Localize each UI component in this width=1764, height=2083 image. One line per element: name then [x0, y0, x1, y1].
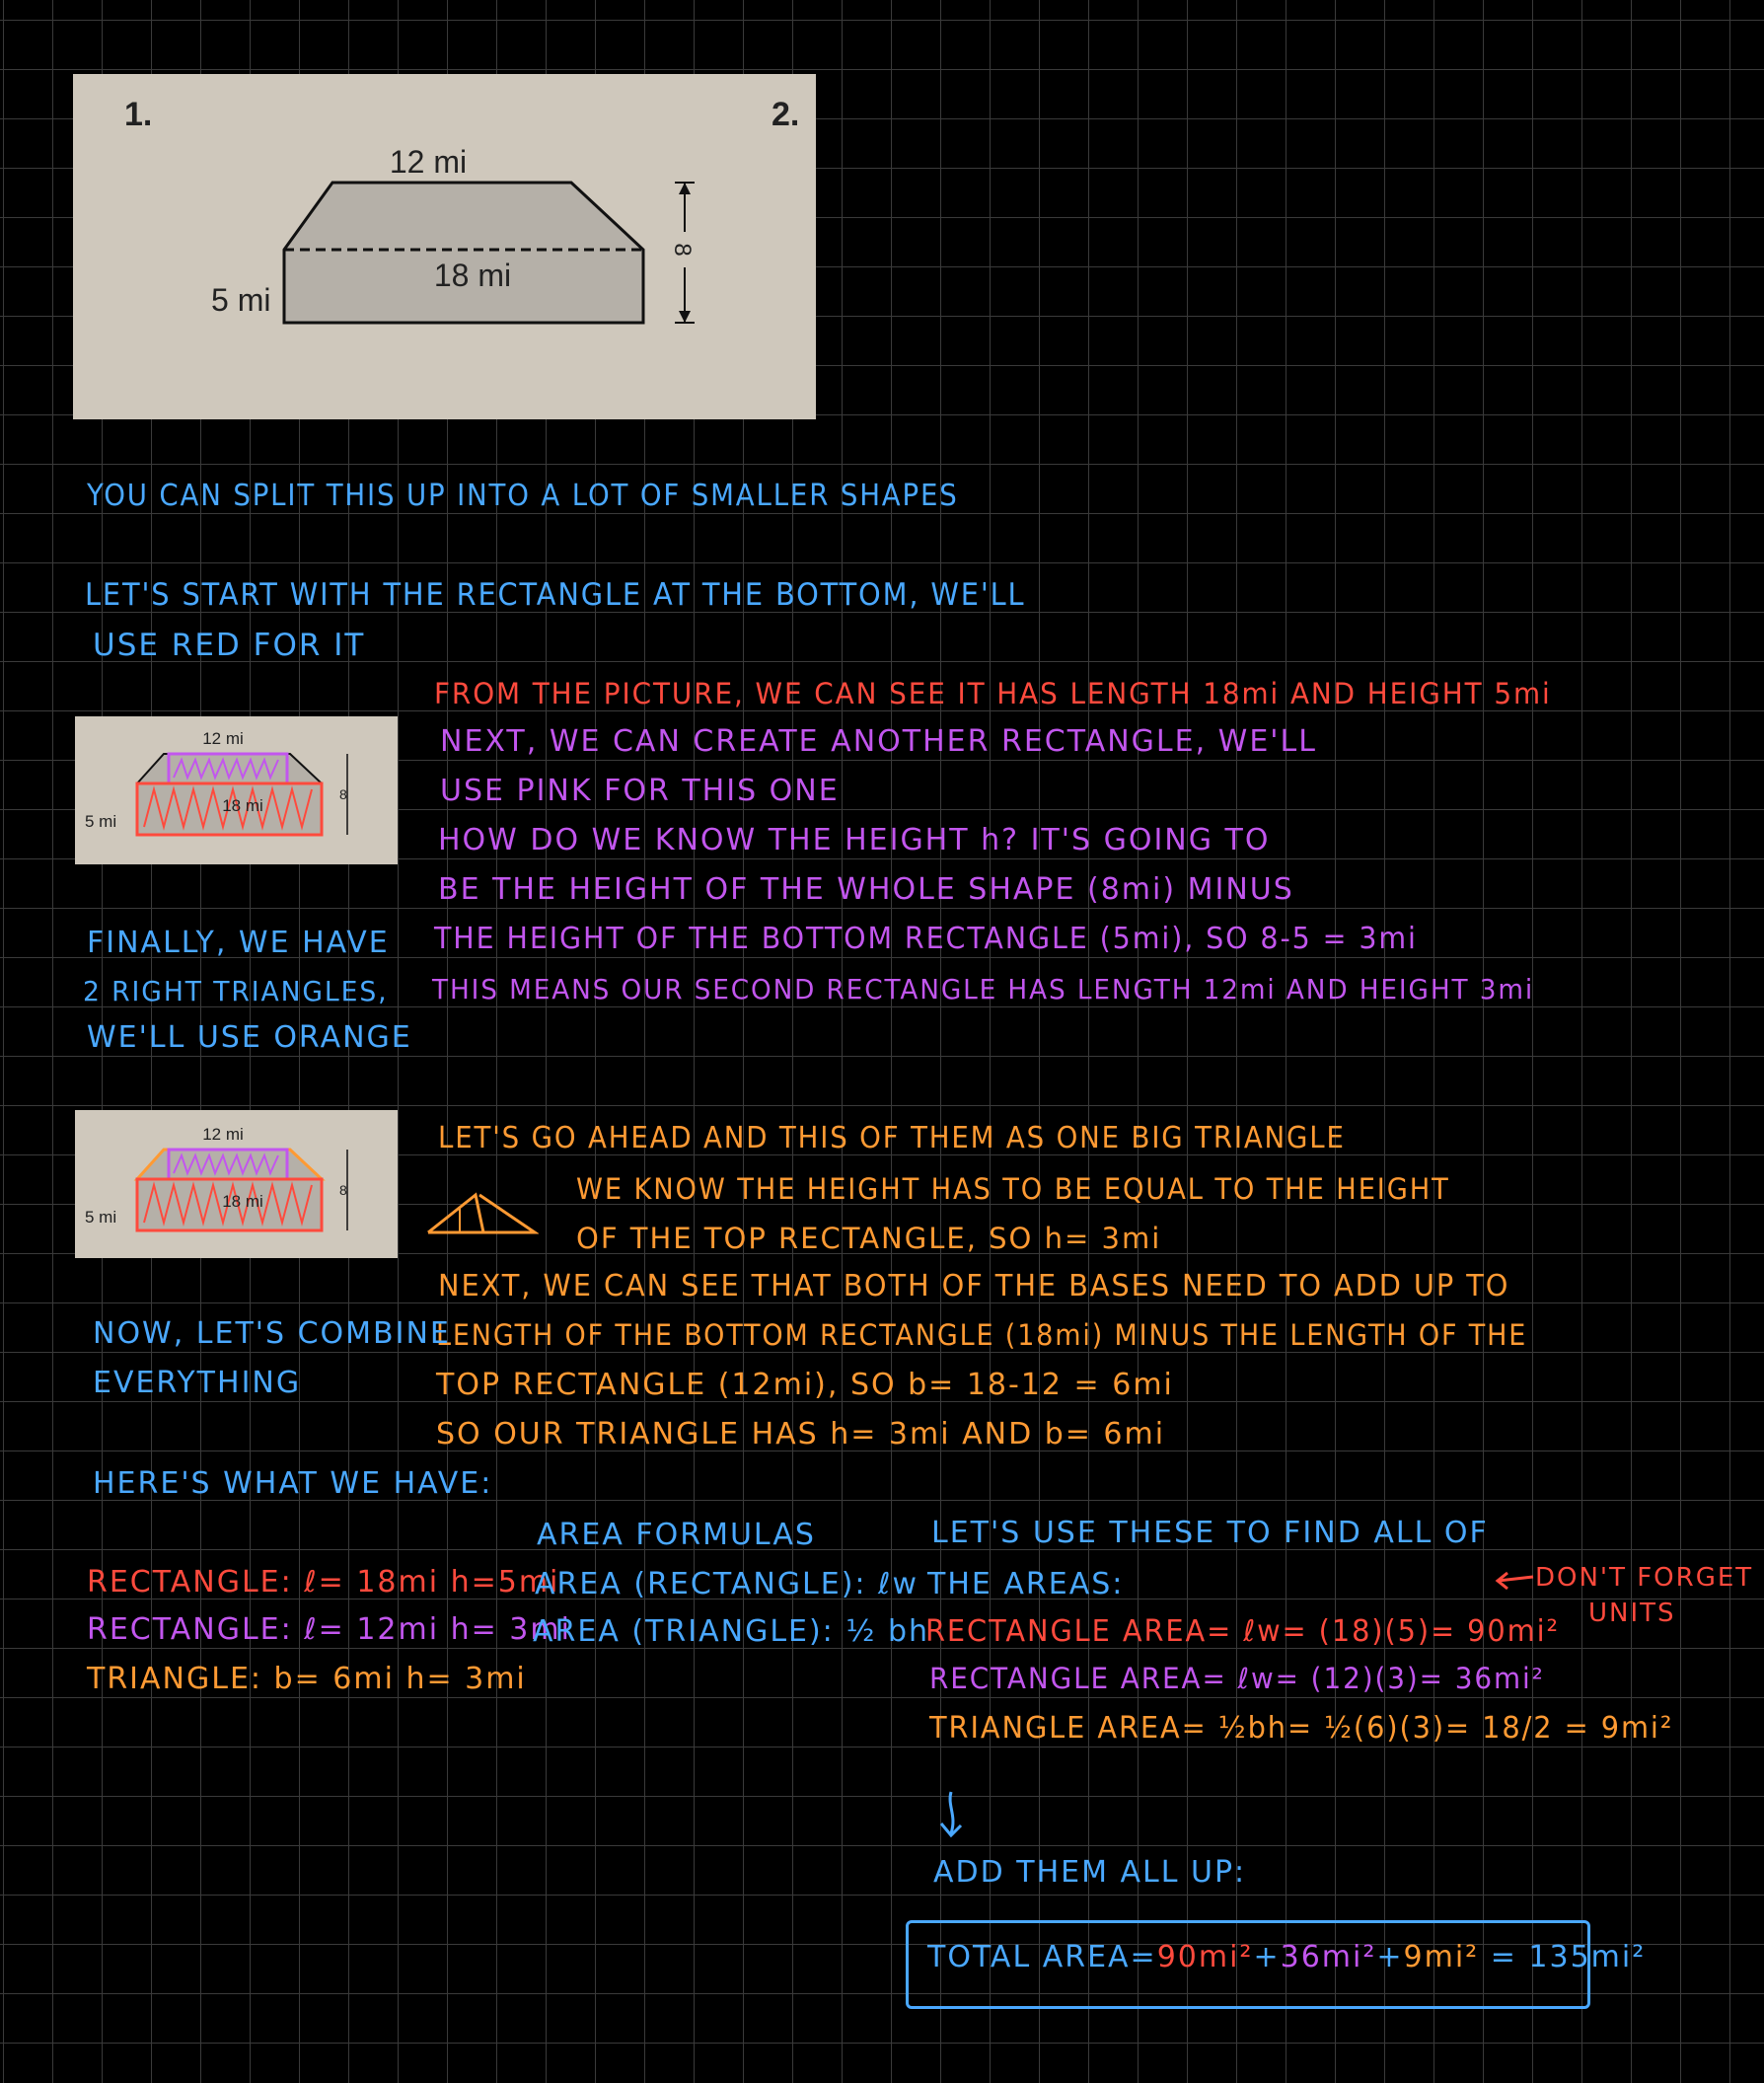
triangle-note-line-6: TOP RECTANGLE (12mi), SO b= 18-12 = 6mi: [436, 1368, 1174, 1402]
formula-rectangle: AREA (RECTANGLE): ℓw: [535, 1567, 919, 1601]
arrow-down-icon: [679, 311, 691, 323]
annotated-photo-2: [75, 1110, 398, 1258]
arrow-up-icon: [679, 183, 691, 194]
start-note-line-2: USE RED FOR IT: [93, 628, 366, 663]
triangle-note-line-2: WE KNOW THE HEIGHT HAS TO BE EQUAL TO THE HEIGHT: [576, 1172, 1450, 1206]
intro-note: YOU CAN SPLIT THIS UP INTO A LOT OF SMALLER SHAPES: [87, 479, 959, 513]
height-label: 8: [669, 243, 696, 257]
have-rectangle-2: RECTANGLE: ℓ= 12mi h= 3mi: [87, 1612, 571, 1647]
formulas-heading: AREA FORMULAS: [537, 1518, 816, 1552]
triangle-note-line-3: OF THE TOP RECTANGLE, SO h= 3mi: [576, 1222, 1162, 1255]
thumb2-bottom-label: 18 mi: [222, 1192, 263, 1211]
have-triangle: TRIANGLE: b= 6mi h= 3mi: [87, 1662, 527, 1696]
area-rectangle-2: RECTANGLE AREA= ℓw= (12)(3)= 36mi²: [929, 1662, 1545, 1695]
total-area-label: TOTAL AREA=: [927, 1940, 1157, 1974]
pink-note-line-3: HOW DO WE KNOW THE HEIGHT h? IT'S GOING TO: [438, 823, 1271, 857]
combine-note-line-1: NOW, LET'S COMBINE: [93, 1316, 451, 1351]
total-result: = 135mi²: [1490, 1940, 1647, 1974]
annotated-photo-1: [75, 716, 398, 864]
have-heading: HERE'S WHAT WE HAVE:: [93, 1466, 493, 1501]
total-plus-1: +: [1253, 1940, 1281, 1974]
area-rectangle-1: RECTANGLE AREA= ℓw= (18)(5)= 90mi²: [925, 1614, 1561, 1649]
thumb2-right-label: 8: [339, 1182, 347, 1198]
triangle-sketch-icon: [424, 1189, 539, 1238]
final-note-line-1: FINALLY, WE HAVE: [87, 926, 390, 960]
thumb1-right-label: 8: [339, 786, 347, 802]
triangle-note-line-1: LET'S GO AHEAD AND THIS OF THEM AS ONE BIG TRIANGLE: [438, 1121, 1346, 1155]
thumb1-bottom-label: 18 mi: [222, 796, 263, 815]
problem-photo: [73, 74, 816, 419]
thumb2-top-label: 12 mi: [202, 1125, 244, 1144]
use-note-line-1: LET'S USE THESE TO FIND ALL OF: [931, 1516, 1489, 1550]
total-term-triangle: 9mi²: [1403, 1940, 1480, 1974]
bottom-length-label: 18 mi: [433, 258, 512, 293]
thumb1-left-label: 5 mi: [85, 812, 117, 831]
triangle-note-line-4: NEXT, WE CAN SEE THAT BOTH OF THE BASES NEED TO ADD UP TO: [438, 1269, 1510, 1303]
area-triangle: TRIANGLE AREA= ½bh= ½(6)(3)= 18/2 = 9mi²: [929, 1711, 1674, 1746]
use-note-line-2: THE AREAS:: [927, 1567, 1125, 1601]
side-height-label: 5 mi: [211, 282, 271, 318]
thumb1-top-label: 12 mi: [202, 729, 244, 748]
total-area-equation: [927, 1940, 1646, 1974]
add-up-note: ADD THEM ALL UP:: [933, 1855, 1247, 1890]
problem-number-1: 1.: [124, 96, 153, 133]
pink-note-line-2: USE PINK FOR THIS ONE: [440, 774, 840, 808]
have-rectangle-1: RECTANGLE: ℓ= 18mi h=5mi: [87, 1565, 560, 1599]
total-plus-2: +: [1376, 1940, 1404, 1974]
start-note-line-1: LET'S START WITH THE RECTANGLE AT THE BOTTOM, WE'LL: [85, 577, 1026, 613]
red-rectangle-note: FROM THE PICTURE, WE CAN SEE IT HAS LENGTH 18mi AND HEIGHT 5mi: [434, 677, 1552, 710]
final-note-line-2: 2 RIGHT TRIANGLES,: [83, 975, 389, 1007]
pink-note-line-1: NEXT, WE CAN CREATE ANOTHER RECTANGLE, WE'LL: [440, 724, 1317, 759]
triangle-note-line-5: LENGTH OF THE BOTTOM RECTANGLE (18mi) MINUS THE LENGTH OF THE: [436, 1318, 1528, 1352]
trapezoid-shape: [284, 183, 643, 323]
reminder-line-1: DON'T FORGET: [1535, 1563, 1754, 1593]
thumb2-left-label: 5 mi: [85, 1208, 117, 1227]
combine-note-line-2: EVERYTHING: [93, 1366, 302, 1400]
pink-note-line-4: BE THE HEIGHT OF THE WHOLE SHAPE (8mi) MINUS: [438, 872, 1294, 907]
total-term-rectangle-2: 36mi²: [1280, 1940, 1377, 1974]
left-arrow-icon: [1492, 1569, 1535, 1593]
pink-note-line-6: THIS MEANS OUR SECOND RECTANGLE HAS LENGTH 12mi AND HEIGHT 3mi: [432, 973, 1535, 1005]
final-note-line-3: WE'LL USE ORANGE: [87, 1020, 412, 1055]
trapezoid-figure: [73, 74, 816, 419]
reminder-line-2: UNITS: [1588, 1599, 1676, 1628]
problem-number-2: 2.: [772, 96, 800, 133]
formula-triangle: AREA (TRIANGLE): ½ bh: [533, 1614, 929, 1649]
pink-note-line-5: THE HEIGHT OF THE BOTTOM RECTANGLE (5mi), SO 8-5 = 3mi: [434, 922, 1418, 956]
total-term-rectangle-1: 90mi²: [1156, 1940, 1254, 1974]
top-length-label: 12 mi: [389, 144, 468, 180]
down-arrow-icon: [937, 1788, 967, 1839]
triangle-note-line-7: SO OUR TRIANGLE HAS h= 3mi AND b= 6mi: [436, 1417, 1166, 1451]
